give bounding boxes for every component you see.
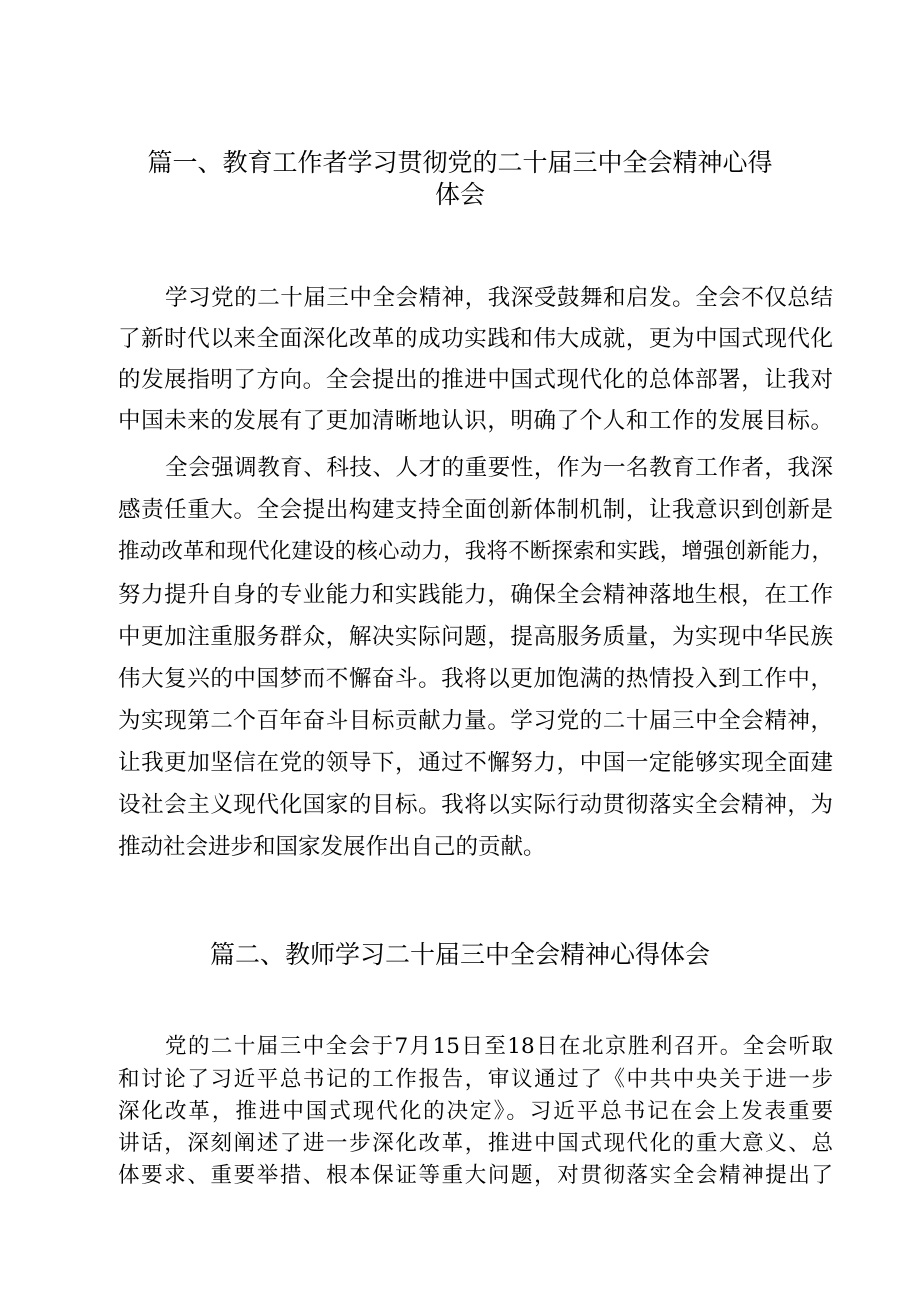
paragraph-line: 中更加注重服务群众，解决实际问题，提高服务质量，为实现中华民族 xyxy=(118,624,833,650)
paragraph-line: 体要求、重要举措、根本保证等重大问题，对贯彻落实全会精神提出了 xyxy=(118,1163,833,1188)
paragraph-line: 和讨论了习近平总书记的工作报告，审议通过了《中共中央关于进一步 xyxy=(118,1067,833,1092)
paragraph-line: 感责任重大。全会提出构建支持全面创新体制机制，让我意识到创新是 xyxy=(118,497,833,523)
section2-title: 篇二、教师学习二十届三中全会精神心得体会 xyxy=(209,940,710,969)
paragraph-line: 的发展指明了方向。全会提出的推进中国式现代化的总体部署，让我对 xyxy=(118,367,833,393)
paragraph-line: 全会强调教育、科技、人才的重要性，作为一名教育工作者，我深 xyxy=(165,455,833,481)
section1-title-line1: 篇一、教育工作者学习贯彻党的二十届三中全会精神心得 xyxy=(147,148,773,177)
paragraph-line: 为实现第二个百年奋斗目标贡献力量。学习党的二十届三中全会精神， xyxy=(118,708,833,734)
paragraph-line: 努力提升自身的专业能力和实践能力，确保全会精神落地生根，在工作 xyxy=(118,582,833,608)
paragraph-line: 推动改革和现代化建设的核心动力，我将不断探索和实践，增强创新能力， xyxy=(118,539,833,564)
paragraph-line: 推动社会进步和国家发展作出自己的贡献。 xyxy=(118,834,546,860)
paragraph-line: 党的二十届三中全会于7月15日至18日在北京胜利召开。全会听取 xyxy=(165,1034,833,1059)
paragraph-line: 让我更加坚信在党的领导下，通过不懈努力，中国一定能够实现全面建 xyxy=(118,750,833,776)
section1-title-line2: 体会 xyxy=(434,180,485,209)
paragraph-line: 中国未来的发展有了更加清晰地认识，明确了个人和工作的发展目标。 xyxy=(118,408,833,434)
paragraph-line: 讲话，深刻阐述了进一步深化改革，推进中国式现代化的重大意义、总 xyxy=(118,1131,833,1156)
paragraph-line: 深化改革，推进中国式现代化的决定》。习近平总书记在会上发表重要 xyxy=(118,1099,833,1124)
paragraph-line: 伟大复兴的中国梦而不懈奋斗。我将以更加饱满的热情投入到工作中， xyxy=(118,666,833,692)
paragraph-line: 学习党的二十届三中全会精神，我深受鼓舞和启发。全会不仅总结 xyxy=(165,285,833,311)
paragraph-line: 设社会主义现代化国家的目标。我将以实际行动贯彻落实全会精神，为 xyxy=(118,792,833,818)
paragraph-line: 了新时代以来全面深化改革的成功实践和伟大成就，更为中国式现代化 xyxy=(118,326,833,352)
